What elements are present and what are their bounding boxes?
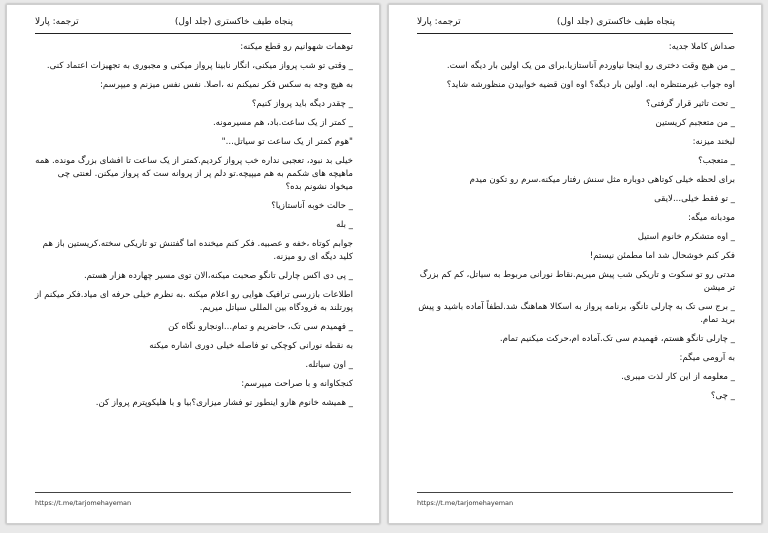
paragraph: _ من هیچ وقت دختری رو اینجا نیاوردم آناستازیا.برای من یک اولین بار دیگه است.: [446, 61, 735, 71]
paragraph: اوه جواب غیرمنتظره ایه. اولین بار دیگه؟ اوه اون قضیه خوابیدن منظورشه شاید؟: [446, 80, 735, 90]
paragraph: _ تحت تاثیر قرار گرفتی؟: [646, 99, 735, 109]
paragraph: _ بله: [336, 220, 353, 230]
paragraph: لبخند میزنه:: [692, 137, 735, 147]
paragraph: "هوم کمتر از یک ساعت تو سیاتل...": [221, 137, 353, 147]
paragraph: کنجکاوانه و با صراحت میپرسم:: [241, 379, 353, 389]
paragraph: _ اوه متشکرم خانوم استیل: [637, 232, 735, 242]
footer-link[interactable]: https://t.me/tarjomehayeman: [35, 499, 132, 507]
paragraph: _ متعجب؟: [698, 156, 735, 166]
paragraph: توهمات شهوانیم رو قطع میکنه:: [240, 42, 353, 52]
paragraph: جوابم کوتاه ،خفه و عصبیه. فکر کنم میخنده اما گفتنش تو تاریکی سخته.کریستین باز هم کلید دیگه ای رو میزنه.: [42, 239, 353, 262]
book-title: پنجاه طیف خاکستری (جلد اول): [556, 17, 675, 27]
paragraph: _ وقتی تو شب پرواز میکنی، انگار نابینا پرواز میکنی و مجبوری به تجهیزات اعتماد کنی.: [46, 61, 353, 71]
paragraph: _ چقدر دیگه باید پرواز کنیم؟: [251, 99, 353, 109]
paragraph: صداش کاملا جدیه:: [668, 42, 735, 52]
paragraph: به نقطه نورانی کوچکی تو فاصله خیلی دوری اشاره میکنه: [149, 341, 353, 351]
paragraph: اطلاعات بازرسی ترافیک هوایی رو اعلام میکنه .به نظرم خیلی حرفه ای میاد.فکر میکنم از پورتلند به فرودگاه بین المللی سیاتل میریم.: [34, 290, 353, 313]
footer-link[interactable]: https://t.me/tarjomehayeman: [417, 499, 514, 507]
paragraph: _ تو فقط خیلی...لایقی: [654, 194, 735, 204]
header-divider: [417, 33, 733, 34]
page-header: [35, 17, 351, 31]
paragraph: _ معلومه از این کار لذت میبری.: [621, 372, 735, 382]
footer-divider: [417, 492, 733, 493]
paragraph: _ برج سی تک به چارلی تانگو، برنامه پرواز به اسکالا هماهنگ شد.لطفاً آماده باشید و پیش برید تمام.: [418, 302, 735, 325]
paragraph: خیلی بد نبود، تعجبی نداره خب پرواز کردیم.کمتر از یک ساعت تا افشای بزرگ مونده. همه ماهیچه های شکمم به هم میپیچه.تو دلم پر از پروانه ست که پرواز میکنن. لعنتی چی میخواد نشونم بده؟: [35, 156, 353, 192]
footer-divider: [35, 492, 351, 493]
document-page-left: [6, 4, 380, 524]
page-header: [417, 17, 733, 31]
paragraph: _ حالت خوبه آناستازیا؟: [271, 201, 353, 211]
page-body: [33, 41, 353, 489]
paragraph: برای لحظه خیلی کوتاهی دوباره مثل سنش رفتار میکنه.سرم رو تکون میدم: [469, 175, 735, 185]
paragraph: _ فهمیدم سی تک، حاضریم و تمام...اونجارو نگاه کن: [168, 322, 353, 332]
book-title: پنجاه طیف خاکستری (جلد اول): [174, 17, 293, 27]
paragraph: مودبانه میگه:: [687, 213, 735, 223]
paragraph: _ چارلی تانگو هستم، فهمیدم سی تک.آماده ام،حرکت میکنیم تمام.: [499, 334, 735, 344]
paragraph: به هیچ وجه به سکس فکر نمیکنم نه ،اصلا. نفس نفس میزنم و میپرسم:: [99, 80, 353, 90]
paragraph: _ اون سیاتله.: [305, 360, 353, 370]
page-body: [415, 41, 735, 489]
paragraph: مدتی رو تو سکوت و تاریکی شب پیش میریم.نقاط نورانی مربوط به سیاتل، کم کم بزرگ تر میشن: [419, 270, 735, 293]
paragraph: _ چی؟: [710, 391, 735, 401]
paragraph: فکر کنم خوشحال شد اما مطمئن نیستم!: [589, 251, 735, 261]
paragraph: _ پی دی اکس چارلی تانگو صحبت میکنه،الان توی مسیر چهارده هزار هستم.: [83, 271, 353, 281]
translator-credit: ترجمه: پارلا: [35, 17, 79, 27]
paragraph: به آرومی میگم:: [679, 353, 735, 363]
translator-credit: ترجمه: پارلا: [417, 17, 461, 27]
paragraph: _ من متعجبم کریستین: [655, 118, 735, 128]
header-divider: [35, 33, 351, 34]
document-page-right: [388, 4, 762, 524]
paragraph: _ همیشه خانوم هارو اینطور تو فشار میزاری؟بیا و با هلیکوپترم پرواز کن.: [95, 398, 353, 408]
paragraph: _ کمتر از یک ساعت.باد، هم مسیرمونه.: [212, 118, 353, 128]
